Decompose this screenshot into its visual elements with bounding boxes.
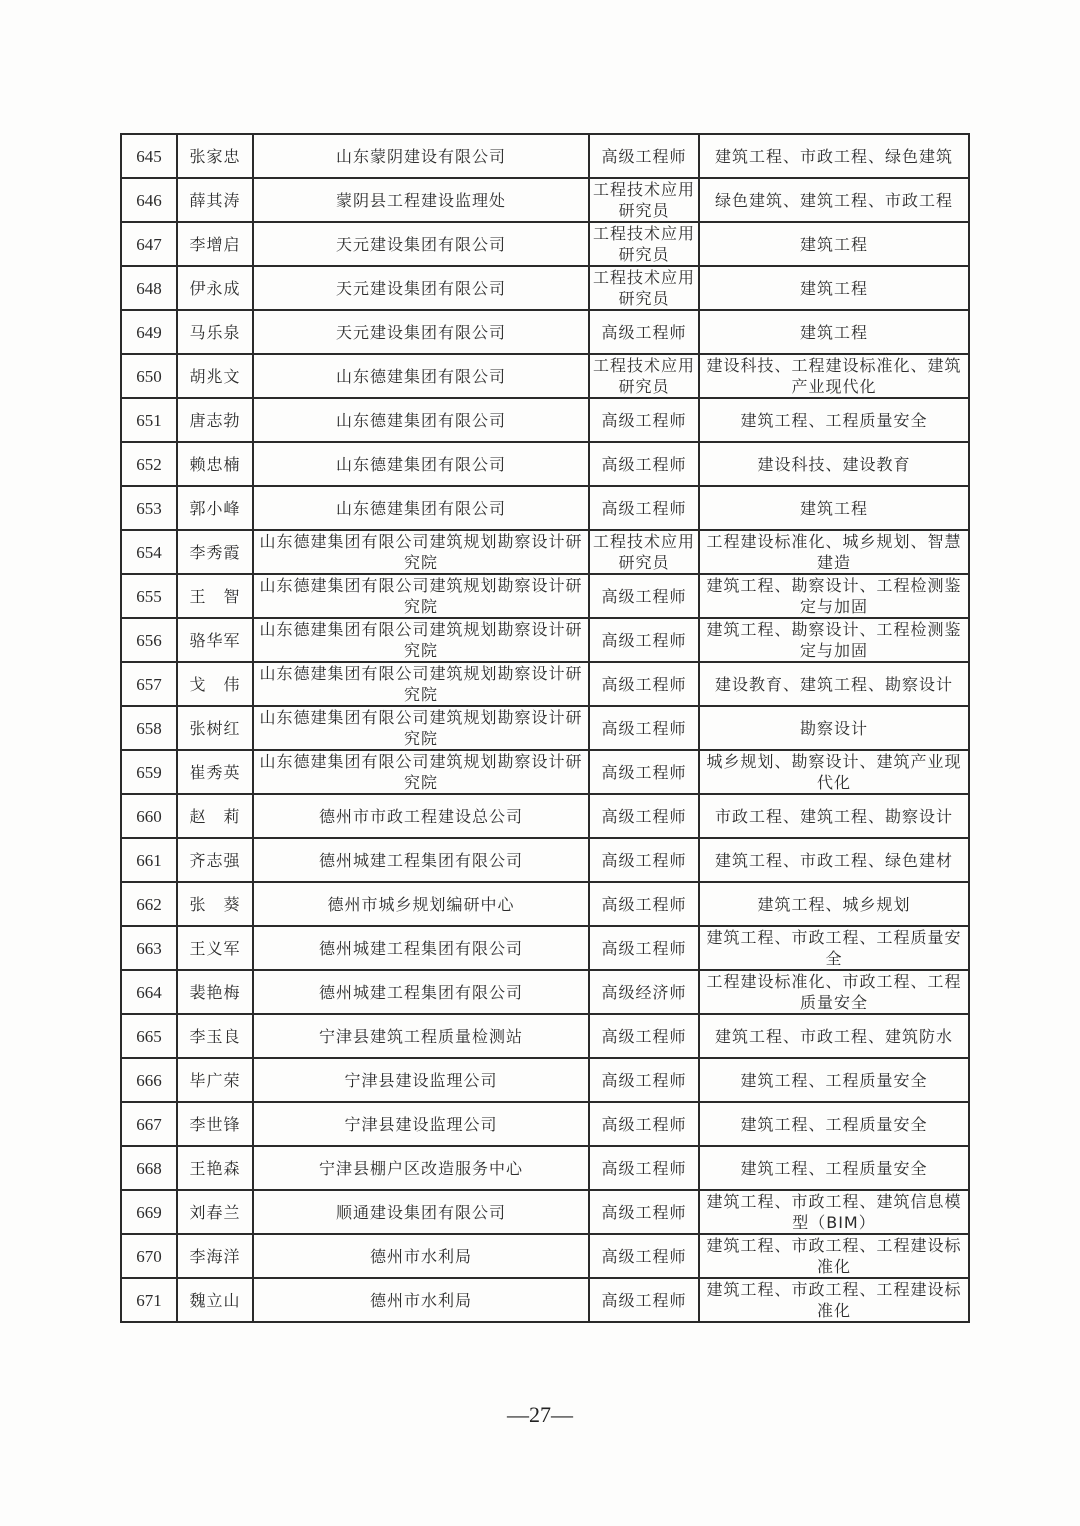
field-cell: 城乡规划、勘察设计、建筑产业现代化 bbox=[699, 750, 969, 794]
title-cell: 高级工程师 bbox=[589, 398, 699, 442]
name-cell: 王艳森 bbox=[177, 1146, 253, 1190]
unit-cell: 蒙阴县工程建设监理处 bbox=[253, 178, 589, 222]
table-row bbox=[121, 1278, 969, 1322]
title-cell: 高级工程师 bbox=[589, 574, 699, 618]
field-cell: 建筑工程、市政工程、绿色建筑 bbox=[699, 134, 969, 178]
title-cell: 高级工程师 bbox=[589, 662, 699, 706]
unit-cell: 德州城建工程集团有限公司 bbox=[253, 838, 589, 882]
row-number-cell: 669 bbox=[121, 1190, 177, 1234]
name-cell: 骆华军 bbox=[177, 618, 253, 662]
row-number-cell: 658 bbox=[121, 706, 177, 750]
row-number-cell: 650 bbox=[121, 354, 177, 398]
name-cell: 张树红 bbox=[177, 706, 253, 750]
unit-cell: 天元建设集团有限公司 bbox=[253, 310, 589, 354]
field-cell: 建筑工程、市政工程、工程建设标准化 bbox=[699, 1234, 969, 1278]
row-number-cell: 652 bbox=[121, 442, 177, 486]
name-cell: 李海洋 bbox=[177, 1234, 253, 1278]
name-cell: 薛其涛 bbox=[177, 178, 253, 222]
row-number-cell: 662 bbox=[121, 882, 177, 926]
field-cell: 工程建设标准化、城乡规划、智慧建造 bbox=[699, 530, 969, 574]
name-cell: 戈 伟 bbox=[177, 662, 253, 706]
name-cell: 王义军 bbox=[177, 926, 253, 970]
title-cell: 工程技术应用研究员 bbox=[589, 178, 699, 222]
table-row bbox=[121, 750, 969, 794]
row-number-cell: 668 bbox=[121, 1146, 177, 1190]
name-cell: 李秀霞 bbox=[177, 530, 253, 574]
table-row bbox=[121, 970, 969, 1014]
field-cell: 建筑工程、工程质量安全 bbox=[699, 1102, 969, 1146]
row-number-cell: 661 bbox=[121, 838, 177, 882]
title-cell: 高级工程师 bbox=[589, 926, 699, 970]
field-cell: 建筑工程 bbox=[699, 310, 969, 354]
table-row bbox=[121, 222, 969, 266]
name-cell: 毕广荣 bbox=[177, 1058, 253, 1102]
title-cell: 高级工程师 bbox=[589, 1058, 699, 1102]
page-number: —27— bbox=[507, 1402, 573, 1427]
row-number-cell: 655 bbox=[121, 574, 177, 618]
name-cell: 李玉良 bbox=[177, 1014, 253, 1058]
table-row bbox=[121, 1234, 969, 1278]
name-cell: 胡兆文 bbox=[177, 354, 253, 398]
field-cell: 建筑工程、勘察设计、工程检测鉴定与加固 bbox=[699, 574, 969, 618]
row-number-cell: 653 bbox=[121, 486, 177, 530]
unit-cell: 德州市水利局 bbox=[253, 1278, 589, 1322]
table-row bbox=[121, 354, 969, 398]
table-row bbox=[121, 486, 969, 530]
table-row bbox=[121, 574, 969, 618]
unit-cell: 宁津县建筑工程质量检测站 bbox=[253, 1014, 589, 1058]
title-cell: 高级工程师 bbox=[589, 486, 699, 530]
table-row bbox=[121, 398, 969, 442]
unit-cell: 山东德建集团有限公司建筑规划勘察设计研究院 bbox=[253, 706, 589, 750]
name-cell: 魏立山 bbox=[177, 1278, 253, 1322]
title-cell: 高级工程师 bbox=[589, 618, 699, 662]
title-cell: 高级工程师 bbox=[589, 134, 699, 178]
field-cell: 建筑工程、工程质量安全 bbox=[699, 1058, 969, 1102]
name-cell: 张家忠 bbox=[177, 134, 253, 178]
unit-cell: 山东蒙阴建设有限公司 bbox=[253, 134, 589, 178]
field-cell: 勘察设计 bbox=[699, 706, 969, 750]
expert-table-body bbox=[121, 134, 969, 1322]
name-cell: 郭小峰 bbox=[177, 486, 253, 530]
name-cell: 张 葵 bbox=[177, 882, 253, 926]
row-number-cell: 670 bbox=[121, 1234, 177, 1278]
name-cell: 唐志勃 bbox=[177, 398, 253, 442]
unit-cell: 德州市水利局 bbox=[253, 1234, 589, 1278]
field-cell: 建筑工程 bbox=[699, 222, 969, 266]
row-number-cell: 659 bbox=[121, 750, 177, 794]
name-cell: 崔秀英 bbox=[177, 750, 253, 794]
row-number-cell: 663 bbox=[121, 926, 177, 970]
field-cell: 建筑工程、市政工程、绿色建材 bbox=[699, 838, 969, 882]
unit-cell: 山东德建集团有限公司 bbox=[253, 486, 589, 530]
field-cell: 建设科技、工程建设标准化、建筑产业现代化 bbox=[699, 354, 969, 398]
title-cell: 工程技术应用研究员 bbox=[589, 354, 699, 398]
row-number-cell: 654 bbox=[121, 530, 177, 574]
row-number-cell: 646 bbox=[121, 178, 177, 222]
unit-cell: 宁津县建设监理公司 bbox=[253, 1102, 589, 1146]
title-cell: 高级工程师 bbox=[589, 1234, 699, 1278]
table-row bbox=[121, 266, 969, 310]
unit-cell: 山东德建集团有限公司 bbox=[253, 354, 589, 398]
field-cell: 建设教育、建筑工程、勘察设计 bbox=[699, 662, 969, 706]
table-row bbox=[121, 1190, 969, 1234]
field-cell: 建筑工程、工程质量安全 bbox=[699, 398, 969, 442]
name-cell: 赵 莉 bbox=[177, 794, 253, 838]
field-cell: 建筑工程、市政工程、建筑信息模型（BIM） bbox=[699, 1190, 969, 1234]
unit-cell: 山东德建集团有限公司建筑规划勘察设计研究院 bbox=[253, 750, 589, 794]
unit-cell: 天元建设集团有限公司 bbox=[253, 222, 589, 266]
table-row bbox=[121, 178, 969, 222]
table-row bbox=[121, 134, 969, 178]
table-row bbox=[121, 1146, 969, 1190]
table-row bbox=[121, 310, 969, 354]
unit-cell: 德州城建工程集团有限公司 bbox=[253, 970, 589, 1014]
field-cell: 工程建设标准化、市政工程、工程质量安全 bbox=[699, 970, 969, 1014]
row-number-cell: 667 bbox=[121, 1102, 177, 1146]
unit-cell: 宁津县建设监理公司 bbox=[253, 1058, 589, 1102]
field-cell: 建设科技、建设教育 bbox=[699, 442, 969, 486]
expert-table bbox=[120, 133, 970, 1323]
row-number-cell: 647 bbox=[121, 222, 177, 266]
name-cell: 李增启 bbox=[177, 222, 253, 266]
name-cell: 刘春兰 bbox=[177, 1190, 253, 1234]
unit-cell: 山东德建集团有限公司建筑规划勘察设计研究院 bbox=[253, 662, 589, 706]
name-cell: 李世锋 bbox=[177, 1102, 253, 1146]
table-row bbox=[121, 926, 969, 970]
title-cell: 高级工程师 bbox=[589, 1190, 699, 1234]
table-row bbox=[121, 1014, 969, 1058]
title-cell: 高级工程师 bbox=[589, 882, 699, 926]
unit-cell: 山东德建集团有限公司 bbox=[253, 398, 589, 442]
title-cell: 工程技术应用研究员 bbox=[589, 222, 699, 266]
title-cell: 高级工程师 bbox=[589, 1102, 699, 1146]
table-row bbox=[121, 442, 969, 486]
table-row bbox=[121, 882, 969, 926]
row-number-cell: 651 bbox=[121, 398, 177, 442]
unit-cell: 德州市城乡规划编研中心 bbox=[253, 882, 589, 926]
title-cell: 工程技术应用研究员 bbox=[589, 266, 699, 310]
table-row bbox=[121, 662, 969, 706]
title-cell: 高级经济师 bbox=[589, 970, 699, 1014]
row-number-cell: 657 bbox=[121, 662, 177, 706]
table-row bbox=[121, 706, 969, 750]
unit-cell: 天元建设集团有限公司 bbox=[253, 266, 589, 310]
unit-cell: 德州市市政工程建设总公司 bbox=[253, 794, 589, 838]
title-cell: 工程技术应用研究员 bbox=[589, 530, 699, 574]
unit-cell: 德州城建工程集团有限公司 bbox=[253, 926, 589, 970]
row-number-cell: 656 bbox=[121, 618, 177, 662]
name-cell: 赖忠楠 bbox=[177, 442, 253, 486]
table-row bbox=[121, 1102, 969, 1146]
field-cell: 建筑工程、市政工程、工程建设标准化 bbox=[699, 1278, 969, 1322]
title-cell: 高级工程师 bbox=[589, 310, 699, 354]
name-cell: 裴艳梅 bbox=[177, 970, 253, 1014]
row-number-cell: 648 bbox=[121, 266, 177, 310]
table-row bbox=[121, 838, 969, 882]
unit-cell: 顺通建设集团有限公司 bbox=[253, 1190, 589, 1234]
field-cell: 建筑工程、工程质量安全 bbox=[699, 1146, 969, 1190]
field-cell: 建筑工程、市政工程、建筑防水 bbox=[699, 1014, 969, 1058]
table-row bbox=[121, 530, 969, 574]
field-cell: 建筑工程 bbox=[699, 266, 969, 310]
row-number-cell: 664 bbox=[121, 970, 177, 1014]
title-cell: 高级工程师 bbox=[589, 750, 699, 794]
unit-cell: 山东德建集团有限公司建筑规划勘察设计研究院 bbox=[253, 618, 589, 662]
row-number-cell: 645 bbox=[121, 134, 177, 178]
name-cell: 马乐泉 bbox=[177, 310, 253, 354]
unit-cell: 山东德建集团有限公司 bbox=[253, 442, 589, 486]
title-cell: 高级工程师 bbox=[589, 838, 699, 882]
title-cell: 高级工程师 bbox=[589, 442, 699, 486]
title-cell: 高级工程师 bbox=[589, 794, 699, 838]
title-cell: 高级工程师 bbox=[589, 706, 699, 750]
unit-cell: 山东德建集团有限公司建筑规划勘察设计研究院 bbox=[253, 574, 589, 618]
unit-cell: 山东德建集团有限公司建筑规划勘察设计研究院 bbox=[253, 530, 589, 574]
title-cell: 高级工程师 bbox=[589, 1278, 699, 1322]
field-cell: 市政工程、建筑工程、勘察设计 bbox=[699, 794, 969, 838]
field-cell: 建筑工程 bbox=[699, 486, 969, 530]
table-row bbox=[121, 1058, 969, 1102]
row-number-cell: 665 bbox=[121, 1014, 177, 1058]
row-number-cell: 671 bbox=[121, 1278, 177, 1322]
row-number-cell: 666 bbox=[121, 1058, 177, 1102]
field-cell: 绿色建筑、建筑工程、市政工程 bbox=[699, 178, 969, 222]
name-cell: 王 智 bbox=[177, 574, 253, 618]
row-number-cell: 649 bbox=[121, 310, 177, 354]
field-cell: 建筑工程、勘察设计、工程检测鉴定与加固 bbox=[699, 618, 969, 662]
field-cell: 建筑工程、市政工程、工程质量安全 bbox=[699, 926, 969, 970]
table-row bbox=[121, 618, 969, 662]
name-cell: 齐志强 bbox=[177, 838, 253, 882]
name-cell: 伊永成 bbox=[177, 266, 253, 310]
table-row bbox=[121, 794, 969, 838]
title-cell: 高级工程师 bbox=[589, 1014, 699, 1058]
unit-cell: 宁津县棚户区改造服务中心 bbox=[253, 1146, 589, 1190]
field-cell: 建筑工程、城乡规划 bbox=[699, 882, 969, 926]
title-cell: 高级工程师 bbox=[589, 1146, 699, 1190]
row-number-cell: 660 bbox=[121, 794, 177, 838]
